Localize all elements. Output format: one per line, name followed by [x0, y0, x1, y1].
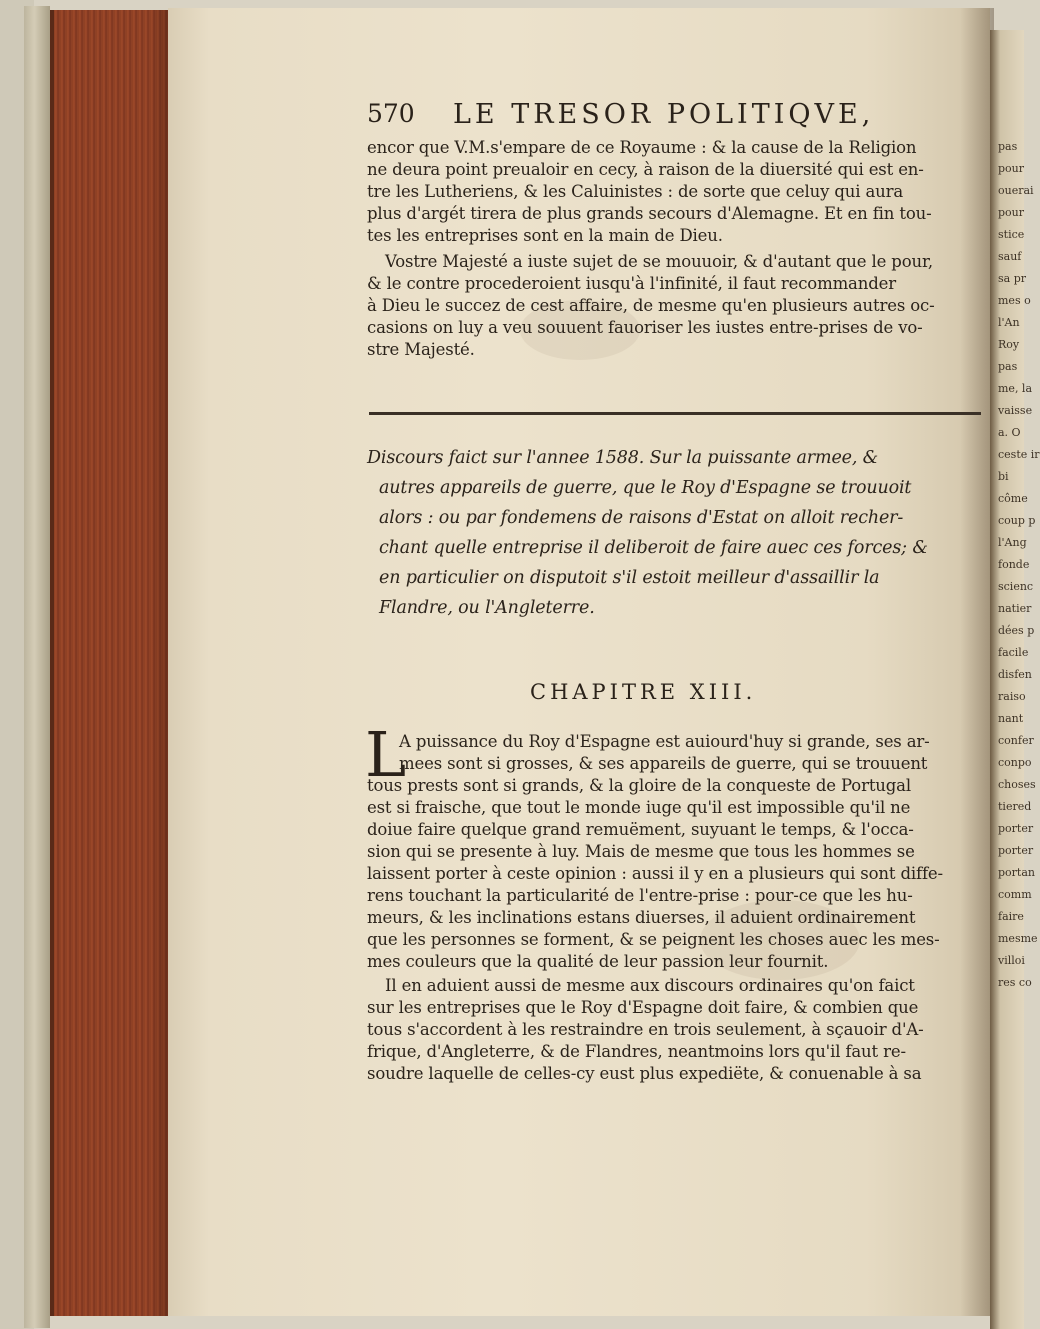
- facing-page-fragment: l'An: [998, 316, 1020, 329]
- facing-page-fragment: pour: [998, 206, 1025, 219]
- title-line: autres appareils de guerre, que le Roy d'Espagne se trouuoit: [379, 478, 912, 498]
- text-line: doiue faire quelque grand remuëment, suyuant le temps, & l'occa-: [367, 820, 914, 839]
- text-line: tes les entreprises sont en la main de Dieu.: [367, 226, 723, 245]
- facing-page-fragment: choses: [998, 778, 1036, 791]
- text-line: est si fraische, que tout le monde iuge qu'il est impossible qu'il ne: [367, 798, 911, 817]
- text-line: stre Majesté.: [367, 340, 475, 359]
- facing-page-fragment: porter: [998, 822, 1034, 835]
- facing-page-fragment: confer: [998, 734, 1034, 747]
- text-line: & le contre procederoient iusqu'à l'infinité, il faut recommander: [367, 274, 896, 293]
- facing-page-fragment: coup p: [998, 514, 1036, 527]
- text-line: rens touchant la particularité de l'entre-prise : pour-ce que les hu-: [367, 886, 913, 905]
- facing-page-fragment: sa pr: [998, 272, 1026, 285]
- text-line: sion qui se presente à luy. Mais de mesme que tous les hommes se: [367, 842, 915, 861]
- facing-page-fragment: a. O: [998, 426, 1021, 439]
- text-line: à Dieu le succez de cest affaire, de mesme qu'en plusieurs autres oc-: [367, 296, 935, 315]
- facing-page-fragment: nant: [998, 712, 1024, 725]
- text-line: meurs, & les inclinations estans diuerses, il aduient ordinairement: [367, 908, 916, 927]
- title-line: en particulier on disputoit s'il estoit meilleur d'assaillir la: [379, 568, 880, 588]
- facing-page-fragment: comm: [998, 888, 1032, 901]
- text-line: A puissance du Roy d'Espagne est auiourd'huy si grande, ses ar-: [399, 732, 930, 751]
- text-line: ne deura point preualoir en cecy, à raison de la diuersité qui est en-: [367, 160, 924, 179]
- text-line: plus d'argét tirera de plus grands secours d'Alemagne. Et en fin tou-: [367, 204, 932, 223]
- facing-page-fragment: ceste ir: [998, 448, 1040, 461]
- facing-page-fragment: porter: [998, 844, 1034, 857]
- running-header: [367, 99, 947, 135]
- facing-page-edge: [990, 30, 1040, 1329]
- facing-page-fragment: raiso: [998, 690, 1026, 703]
- facing-page-fragment: pas: [998, 360, 1018, 373]
- text-line: frique, d'Angleterre, & de Flandres, neantmoins lors qu'il faut re-: [367, 1042, 906, 1061]
- facing-page-fragment: fonde: [998, 558, 1030, 571]
- chapter-heading: CHAPITRE XIII.: [530, 680, 757, 704]
- book-cover-edge: [24, 6, 50, 1328]
- text-line: encor que V.M.s'empare de ce Royaume : & la cause de la Religion: [367, 138, 917, 157]
- text-line: casions on luy a veu souuent fauoriser les iustes entre-prises de vo-: [367, 318, 923, 337]
- facing-page-fragment: bi: [998, 470, 1009, 483]
- facing-page-fragment: villoi: [998, 954, 1025, 967]
- text-line: mees sont si grosses, & ses appareils de guerre, qui se trouuent: [399, 754, 928, 773]
- facing-page-fragment: pour: [998, 162, 1025, 175]
- text-line: tous s'accordent à les restraindre en trois seulement, à sçauoir d'A-: [367, 1020, 924, 1039]
- facing-page-fragment: vaisse: [998, 404, 1033, 417]
- facing-page-fragment: tiered: [998, 800, 1032, 813]
- title-line: Discours faict sur l'annee 1588. Sur la puissante armee, &: [367, 448, 879, 468]
- facing-page-fragment: dées p: [998, 624, 1035, 637]
- page-number: 570: [367, 99, 415, 128]
- text-line: laissent porter à ceste opinion : aussi il y en a plusieurs qui sont diffe-: [367, 864, 943, 883]
- facing-page-fragment: Roy: [998, 338, 1020, 351]
- gutter-shadow: [960, 8, 994, 1316]
- section-rule: [369, 412, 981, 415]
- facing-page-fragment: scienc: [998, 580, 1034, 593]
- facing-page-fragment: mesme: [998, 932, 1038, 945]
- facing-page-fragment: l'Ang: [998, 536, 1027, 549]
- facing-page-fragment: pas: [998, 140, 1018, 153]
- facing-page-fragment: ouerai: [998, 184, 1034, 197]
- text-line: soudre laquelle de celles-cy eust plus expediëte, & conuenable à sa: [367, 1064, 922, 1083]
- facing-page-fragment: res co: [998, 976, 1032, 989]
- running-title: LE TRESOR POLITIQVE,: [453, 99, 875, 130]
- text-line: tous prests sont si grands, & la gloire de la conqueste de Portugal: [367, 776, 911, 795]
- facing-page-fragment: mes o: [998, 294, 1031, 307]
- title-line: chant quelle entreprise il deliberoit de faire auec ces forces; &: [379, 538, 928, 558]
- text-line: Vostre Majesté a iuste sujet de se mouuoir, & d'autant que le pour,: [385, 252, 933, 271]
- text-line: Il en aduient aussi de mesme aux discours ordinaires qu'on faict: [385, 976, 915, 995]
- text-line: tre les Lutheriens, & les Caluinistes : de sorte que celuy qui aura: [367, 182, 904, 201]
- facing-page-fragment: côme: [998, 492, 1028, 505]
- title-line: alors : ou par fondemens de raisons d'Estat on alloit recher-: [379, 508, 904, 528]
- text-line: sur les entreprises que le Roy d'Espagne doit faire, & combien que: [367, 998, 919, 1017]
- text-line: que les personnes se forment, & se peignent les choses auec les mes-: [367, 930, 940, 949]
- text-line: mes couleurs que la qualité de leur passion leur fournit.: [367, 952, 829, 971]
- facing-page-fragment: sauf: [998, 250, 1022, 263]
- facing-page-fragment: portan: [998, 866, 1035, 879]
- facing-page-fragment: faire: [998, 910, 1024, 923]
- facing-page-fragment: disfen: [998, 668, 1032, 681]
- drop-cap-initial: L: [365, 718, 407, 791]
- facing-page-fragment: natier: [998, 602, 1032, 615]
- facing-page-fragment: me, la: [998, 382, 1033, 395]
- facing-page-fragment: conpo: [998, 756, 1032, 769]
- title-line: Flandre, ou l'Angleterre.: [379, 598, 595, 618]
- facing-page-fragment: stice: [998, 228, 1025, 241]
- facing-page-fragment: facile: [998, 646, 1029, 659]
